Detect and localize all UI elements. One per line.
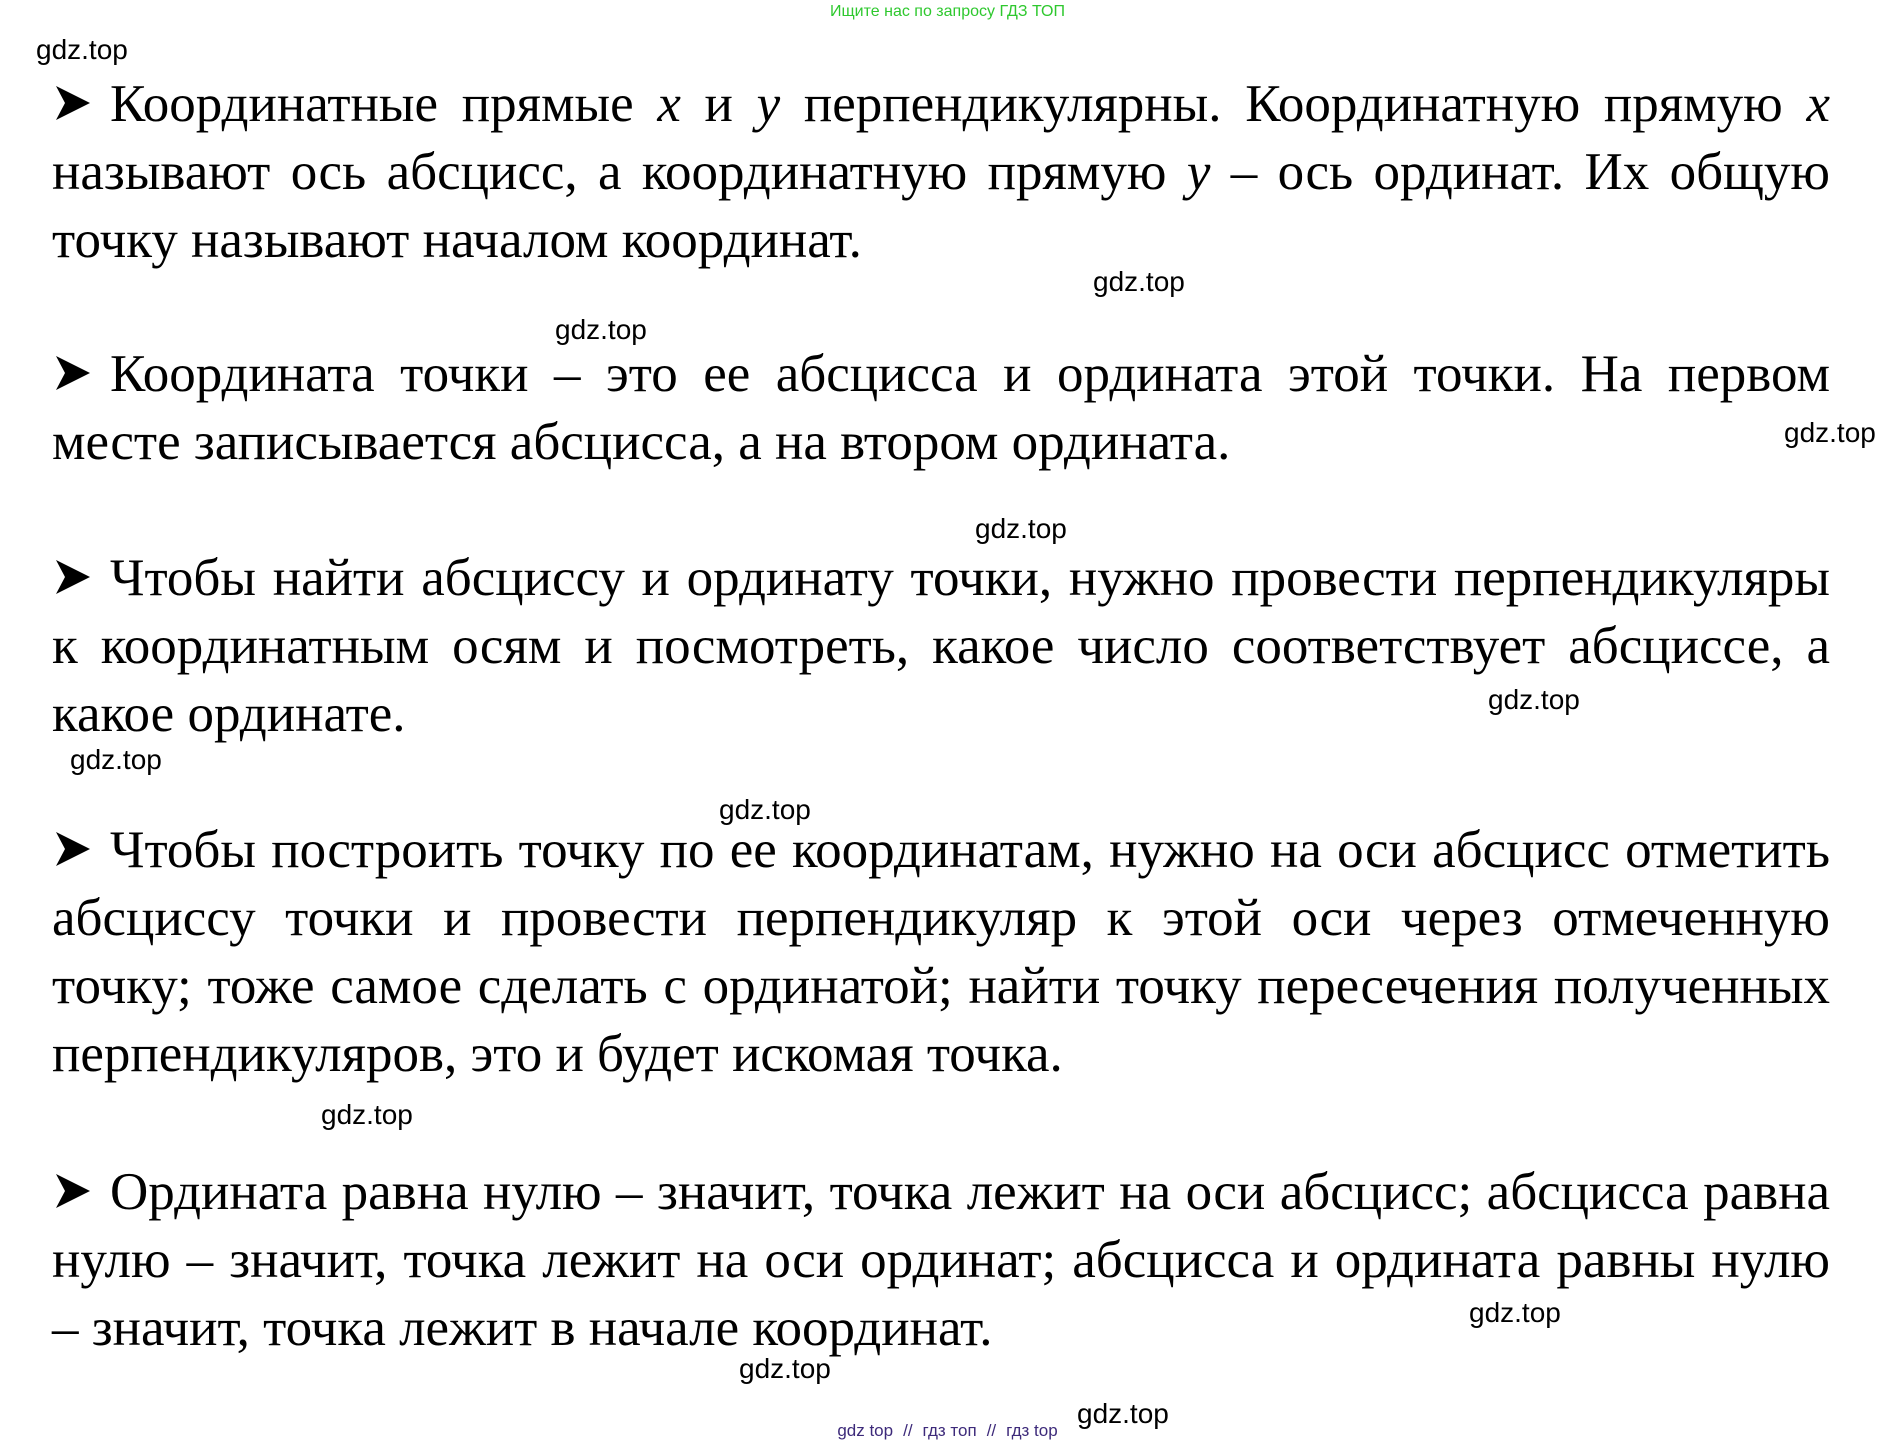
top-banner: Ищите нас по запросу ГДЗ ТОП — [830, 3, 1065, 20]
paragraph-plot-point: Чтобы построить точку по ее координатам, нужно на оси абсцисс отметить абсциссу точки и провести перпендикуляр к этой оси через отмеченную точку; тоже самое сделать с ординатой; найти точку пересечения полученных перпендикуляров, это и будет искомая точка. — [52, 821, 1830, 1083]
arrowhead-bullet-icon — [52, 353, 110, 393]
arrowhead-bullet-icon — [52, 83, 110, 123]
footer-separator: // — [986, 1421, 997, 1440]
watermark: gdz.top — [1093, 266, 1185, 297]
footer-link[interactable]: gdz top — [837, 1421, 894, 1440]
watermark: gdz.top — [1488, 684, 1580, 715]
arrowhead-bullet-icon — [52, 557, 110, 597]
footer-separator: // — [903, 1421, 913, 1440]
watermark: gdz.top — [555, 314, 647, 345]
footer-links — [0, 1421, 1895, 1441]
paragraph-point-coordinate: Координата точки – это ее абсцисса и ордината этой точки. На первом месте записывается абсцисса, а на втором ордината. — [52, 345, 1830, 471]
arrowhead-bullet-icon — [52, 829, 110, 869]
arrowhead-bullet-icon — [52, 1171, 110, 1211]
watermark: gdz.top — [719, 794, 811, 825]
paragraph-axes-definition: Координатные прямые x и y перпендикулярны. Координатную прямую x называют ось абсцисс, а координатную прямую y – ось ординат. Их общую точку называют началом координат. — [52, 75, 1830, 269]
footer-link[interactable]: гдз top — [1006, 1421, 1058, 1440]
footer-link[interactable]: гдз топ — [922, 1421, 977, 1440]
paragraph-find-coordinates: Чтобы найти абсциссу и ординату точки, нужно провести перпендикуляры к координатным осям и посмотреть, какое число соответствует абсциссе, а какое ординате. — [52, 549, 1830, 743]
paragraph-zero-coordinates: Ордината равна нулю – значит, точка лежит на оси абсцисс; абсцисса равна нулю – значит, точка лежит на оси ординат; абсцисса и ордината равны нулю – значит, точка лежит в начале координат. — [52, 1163, 1830, 1357]
watermark: gdz.top — [1077, 1398, 1169, 1429]
watermark: gdz.top — [321, 1099, 413, 1130]
watermark: gdz.top — [739, 1353, 831, 1384]
watermark: gdz.top — [70, 744, 162, 775]
watermark: gdz.top — [1784, 417, 1876, 448]
watermark: gdz.top — [975, 513, 1067, 544]
watermark: gdz.top — [36, 34, 128, 65]
watermark: gdz.top — [1469, 1297, 1561, 1328]
